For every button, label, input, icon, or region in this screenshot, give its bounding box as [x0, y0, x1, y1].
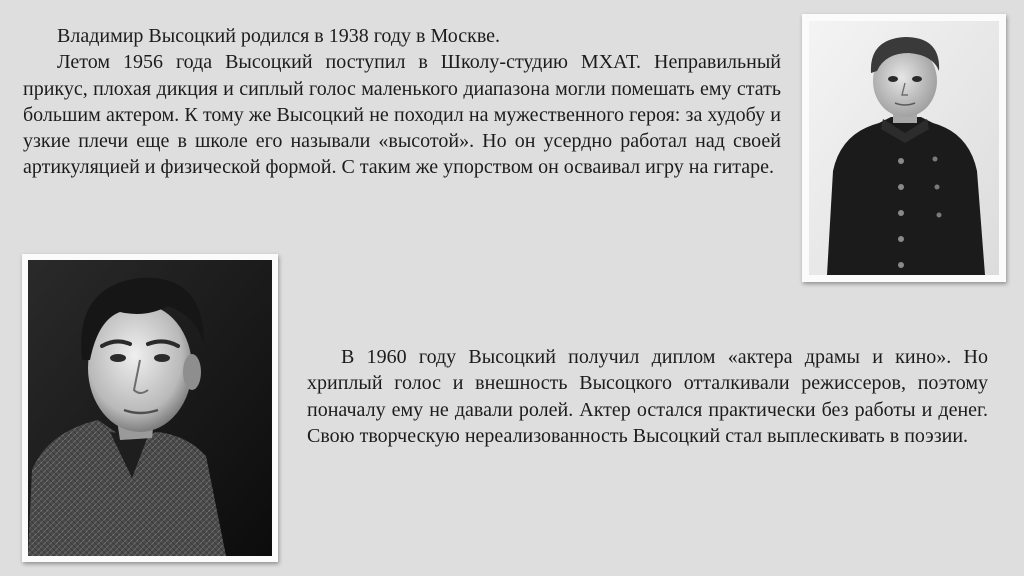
young-adult-photo — [22, 254, 278, 562]
child-photo — [802, 14, 1006, 282]
young-adult-portrait-image — [28, 260, 272, 556]
top-text-block — [23, 23, 781, 181]
bottom-text-block — [307, 344, 988, 449]
child-portrait-image — [809, 21, 999, 275]
paragraph-school-studio: Летом 1956 года Высоцкий поступил в Школу-студию МХАТ. Неправильный прикус, плохая дикция и сиплый голос маленького диапазона могли помешать ему стать большим актером. К тому же Высоцкий не походил на мужественного героя: за худобу и узкие плечи еще в школе его называли «высотой». Но он усердно работал над своей артикуляцией и физической формой. С таким же упорством он осваивал игру на гитаре. — [23, 51, 781, 179]
paragraph-birth: Владимир Высоцкий родился в 1938 году в Москве. — [57, 25, 501, 47]
paragraph-diploma: В 1960 году Высоцкий получил диплом «актера драмы и кино». Но хриплый голос и внешность Высоцкого отталкивали режиссеров, поэтому поначалу ему не давали ролей. Актер остался практически без работы и денег. Свою творческую нереализованность Высоцкий стал выплескивать в поэзии. — [307, 346, 988, 447]
